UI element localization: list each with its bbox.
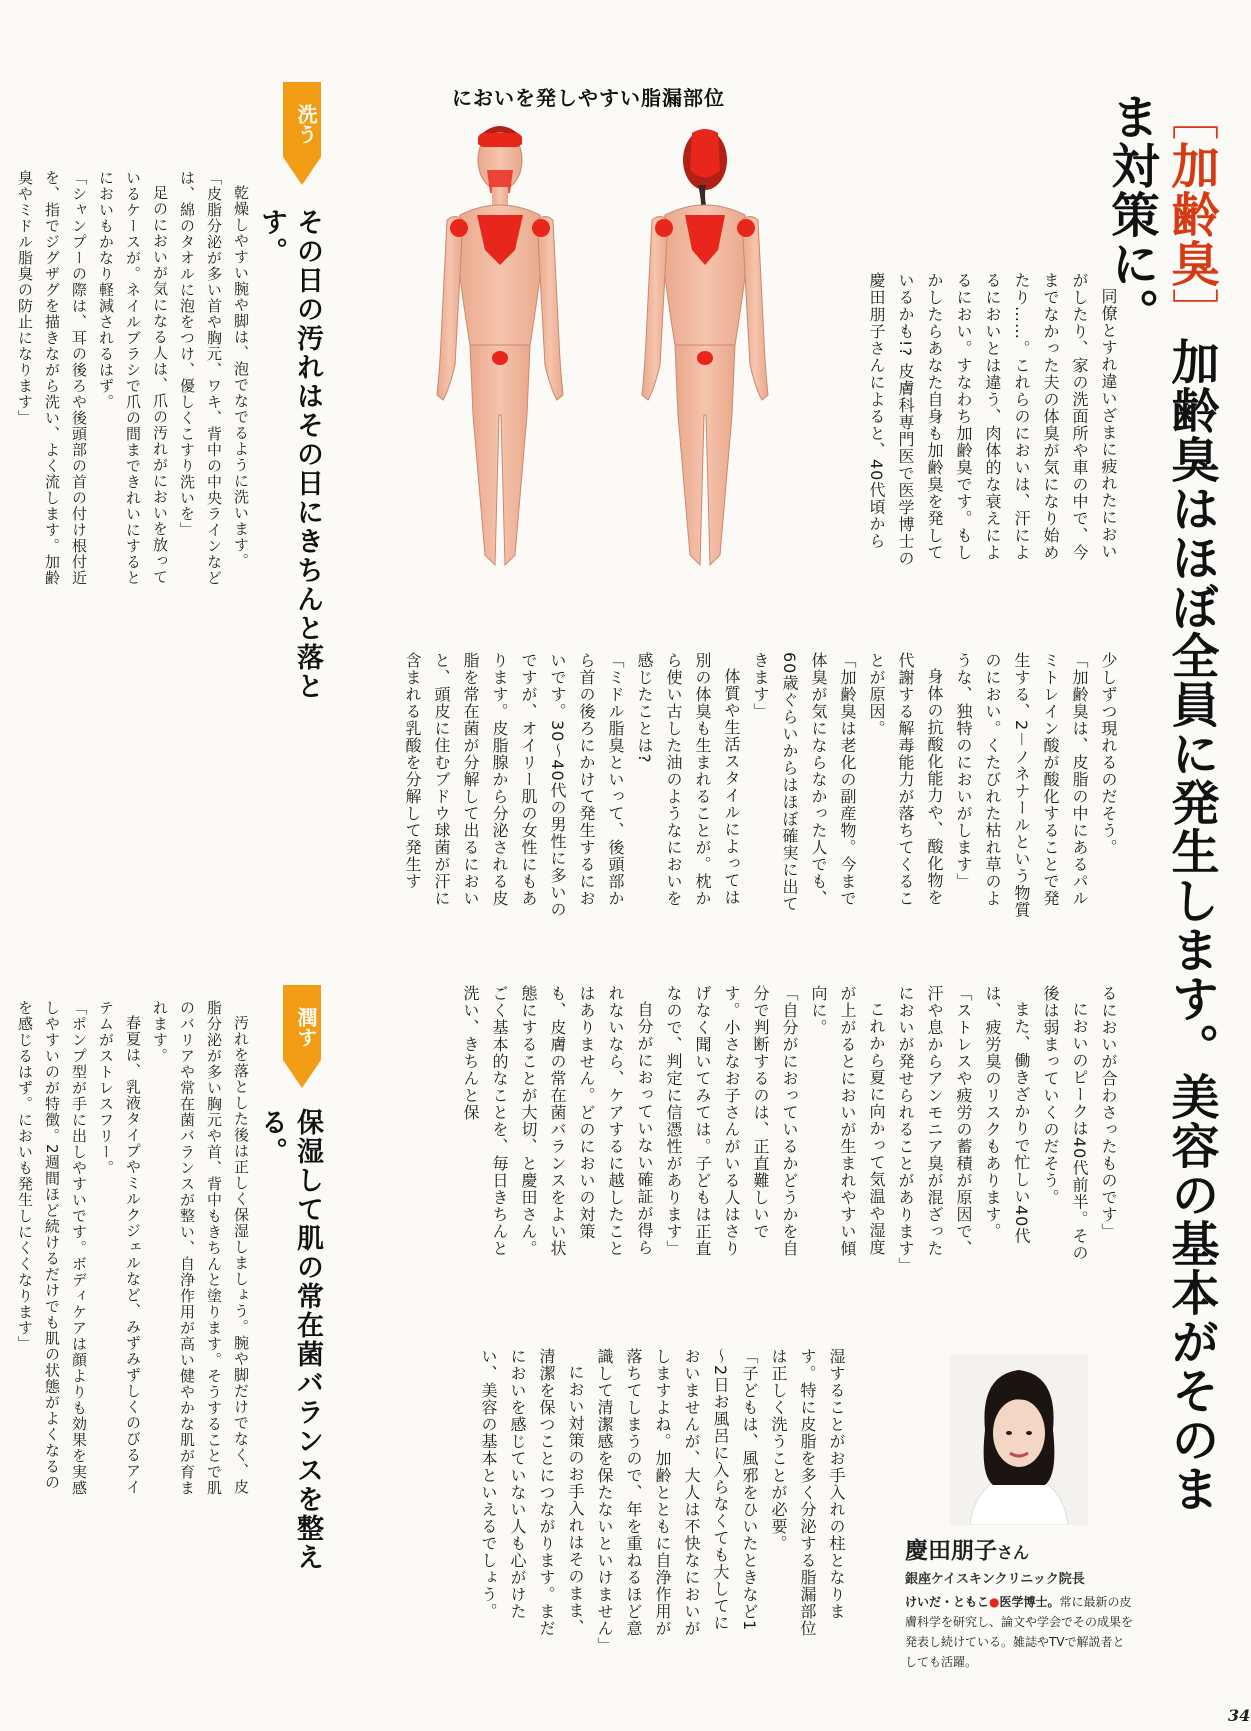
doctor-portrait: [950, 1355, 1088, 1525]
intro-lower-p1: るにおいが合わさったものです」: [1099, 985, 1118, 1240]
profile-description: [905, 1592, 1135, 1672]
intro-lower-left-p1: 湿することがお手入れの柱となります。特に皮脂を多く分泌する脂漏部位は正しく洗うことが必要。: [769, 1348, 846, 1637]
intro-lower-p5: これから夏に向かって気温や湿度が上がるとにおいが生まれやすい傾向に。: [809, 985, 886, 1257]
moisture-title: 保湿して肌の常在菌バランスを整える。: [256, 1108, 323, 1572]
intro-lower-p7: 自分がにおっていない確証が得られないなら、ケアするに越したことはありません。どのにおいの対策も、皮膚の常在菌バランスをよい状態にすることが大切、と慶田さん。ごく基本的なことを、毎日きちんと洗い、きちんと保: [461, 985, 654, 1257]
figure-title: においを発しやすい脂漏部位: [452, 86, 725, 110]
profile-reading: けいだ・ともこ: [905, 1595, 990, 1609]
moisture-tag: [283, 985, 321, 1060]
moisture-body-text: [16, 1000, 254, 1500]
intro-mid-text: [405, 652, 1123, 920]
profile-honorific: さん: [997, 1543, 1030, 1562]
intro-upper-paragraph: 同僚とすれ違いざまに疲れたにおいがしたり、家の洗面所や車の中で、今までなかった夫の体臭が気になり始めたり……。これらのにおいは、汗によるにおいとは違う、肉体的な衰えによるにおい。すなわち加齢臭です。もしかしたらあなた自身も加齢臭を発しているかも!? 皮膚科専門医で医学博士の慶田朋子さんによると、40代頃から: [867, 272, 1118, 567]
headline-tag-bracket-open: ［: [1163, 92, 1219, 141]
headline-text: 加齢臭はほぼ全員に発生します。美容の基本がそのまま対策に。: [1103, 92, 1219, 1513]
back-body-figure: [642, 129, 768, 565]
profile-title: 銀座ケイスキンクリニック院長: [905, 1572, 1085, 1587]
profile-desc-text: 常に最新の皮膚科学を研究し、論文や学会でその成果を発表し続けている。雑誌やTVで解説者としても活躍。: [905, 1595, 1134, 1669]
profile-name-text: 慶田朋子: [905, 1538, 997, 1564]
moisture-p1: 汚れを落とした後は正しく保湿しましょう。腕や脚だけでなく、皮脂分泌が多い胸元や首、背中もきちんと塗ります。そうすることで肌のバリアや常在菌バランスが整い、自浄作用が高い健やかな肌が育まれます。: [151, 1000, 250, 1496]
intro-mid-p6: 「ミドル脂臭といって、後頭部から首の後ろにかけて発生するにおいです。30～40代の男性に多いのですが、オイリー肌の女性にもあります。皮脂腺から分泌される皮脂を常在菌が分解して出るにおいと、頭皮に住むブドウ球菌が汗に含まれる乳酸を分解して発生す: [403, 652, 625, 918]
profile-name: [905, 1532, 1029, 1565]
headline-tag-bracket-close: ］: [1163, 288, 1219, 337]
moisture-p2: 春夏は、乳液タイプやミルクジェルなど、みずみずしくのびるアイテムがストレスフリー。: [97, 1000, 142, 1495]
headline-tag: 加齢臭: [1163, 141, 1219, 288]
wash-tag: [283, 82, 321, 157]
wash-p3: 足のにおいが気になる人は、爪の汚れがにおいを放っているケースが。ネイルブラシで爪の間まできれいにするとにおいもかなり軽減されるはず。: [97, 170, 169, 586]
intro-mid-p3: 身体の抗酸化能力や、酸化物を代謝する解毒能力が落ちてくることが原因。: [867, 652, 944, 907]
intro-lower-p6: 「自分がにおっているかどうかを自分で判断するのは、正直難しいです。小さなお子さんがいる人はさりげなく聞いてみては。子どもは正直なので、判定に信憑性があります」: [664, 985, 799, 1257]
intro-lower-left-p3: におい対策のお手入れはそのまま、清潔を保つことにつながります。まだにおいを感じていない人も心がけたい、美容の基本といえるでしょう。: [479, 1348, 585, 1637]
wash-p1: 乾燥しやすい腕や脚は、泡でなでるように洗います。: [232, 185, 250, 569]
intro-lower-p2: においのピークは40代前半。その後は弱まっていくのだそう。: [1041, 985, 1089, 1262]
profile-degree: 医学博士。: [999, 1595, 1060, 1609]
wash-title: その日の汚れはその日にきちんと落とす。: [256, 208, 323, 701]
profile-bullet-icon: ●: [989, 1595, 1000, 1609]
intro-lower-p4: 「ストレスや疲労の蓄積が原因で、汗や息からアンモニア臭が混ざったにおいが発せられることがあります」: [896, 985, 973, 1274]
wash-p2: 「皮脂分泌が多い首や胸元、ワキ、背中の中央ラインなどは、綿のタオルに泡をつけ、優しくこすり洗いを」: [178, 170, 223, 586]
intro-lower-p3: また、働きざかりで忙しい40代は、疲労臭のリスクもあります。: [983, 985, 1031, 1245]
intro-lower-left-text: [406, 1348, 851, 1654]
intro-mid-p5: 体質や生活スタイルによっては別の体臭も生まれることが。枕から使い古した油のようなにおいを感じたことは?: [635, 652, 741, 907]
intro-upper-text: [833, 272, 1123, 572]
intro-mid-p1: 少しずつ現れるのだそう。: [1099, 652, 1118, 856]
page-number: 34: [1228, 1706, 1251, 1725]
intro-lower-left-p2: 「子どもは、風邪をひいたときなど1～2日お風呂に入らなくても大してにおいませんが、大人は不快なにおいがしますよね。加齢とともに自浄作用が落ちてしまうので、年を重ねるほど意識して清潔感を保たないといけません」: [595, 1348, 759, 1654]
wash-tag-label: 洗う: [294, 103, 318, 144]
intro-mid-p2: 「加齢臭は、皮脂の中にあるパルミトレイン酸が酸化することで発生する、2－ノネナールという物質のにおい。くたびれた枯れ草のような、独特のにおいがします」: [954, 652, 1089, 919]
moisture-tag-label: 潤す: [294, 1006, 318, 1047]
wash-body-text: [16, 170, 254, 595]
intro-mid-p4: 「加齢臭は老化の副産物。今まで体臭が気にならなかった人でも、60歳ぐらいからはほぼ確実に出てきます」: [751, 652, 857, 913]
moisture-p3: 「ポンプ型が手に出しやすいです。ボディケアは顔よりも効果を実感しやすいのが特徴。2週間ほど続けるだけでも肌の状態がよくなるのを感じるはず。においも発生しにくくなります」: [16, 1000, 88, 1496]
front-body-figure: [437, 126, 563, 565]
sebum-area-diagram: [435, 115, 780, 585]
wash-p4: 「シャンプーの際は、耳の後ろや後頭部の首の付け根付近を、指でジグザグを描きながら洗い、よく流します。加齢臭やミドル脂臭の防止になります」: [16, 170, 88, 586]
intro-lower-right-text: [405, 985, 1123, 1274]
